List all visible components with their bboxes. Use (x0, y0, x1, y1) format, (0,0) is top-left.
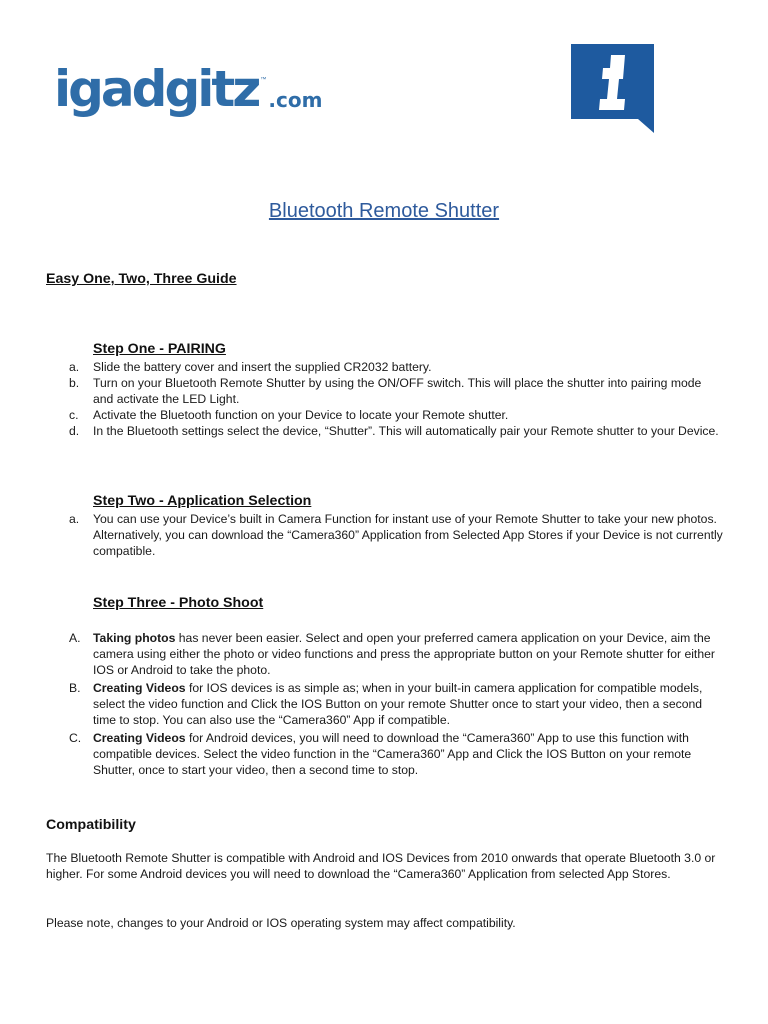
logo-wordmark: igadgitz (54, 60, 259, 118)
document-title: Bluetooth Remote Shutter (268, 200, 500, 223)
list-item: B. Creating Videos for IOS devices is as simple as; when in your built-in camera application for compatible models, select the video function and Click the IOS Button on your remote Shutter once to start your video, then a second time to stop. You can also use the “Camera360” App if compatible. (69, 681, 703, 727)
guide-heading: Easy One, Two, Three Guide (46, 271, 237, 287)
logo-trademark: ™ (260, 77, 267, 83)
list-item: a. You can use your Device’s built in Camera Function for instant use of your Remote Shutter to take your new photos. Alternatively, you can download the “Camera360” Application from Selected App Stores if your Device is not currently compatible. (69, 512, 723, 558)
step-one-list (69, 359, 723, 439)
list-item: c. Activate the Bluetooth function on your Device to locate your Remote shutter. (69, 408, 509, 422)
bookmark-i-logo-icon (570, 43, 656, 135)
logo-suffix: .com (268, 88, 323, 112)
step-two-list (69, 511, 723, 559)
step-one-heading: Step One - PAIRING (93, 341, 226, 357)
compatibility-paragraph: The Bluetooth Remote Shutter is compatible with Android and IOS Devices from 2010 onwards that operate Bluetooth 3.0 or higher. For some Android devices you will need to download the “Camera360” Application from selected App Stores. (46, 851, 716, 881)
list-item: b. Turn on your Bluetooth Remote Shutter by using the ON/OFF switch. This will place the shutter into pairing mode and activate the LED Light. (69, 376, 702, 406)
step-two-heading: Step Two - Application Selection (93, 493, 312, 509)
list-item: d. In the Bluetooth settings select the device, “Shutter”. This will automatically pair your Remote shutter to your Device. (69, 424, 719, 438)
list-item: a. Slide the battery cover and insert the supplied CR2032 battery. (69, 360, 432, 374)
igadgitz-logo (54, 60, 323, 118)
compatibility-note: Please note, changes to your Android or IOS operating system may affect compatibility. (46, 916, 516, 930)
compatibility-heading: Compatibility (46, 817, 136, 833)
step-three-list (69, 630, 723, 778)
list-item: C. Creating Videos for Android devices, you will need to download the “Camera360” App to use this function with compatible devices. Select the video function in the “Camera360” App and Click the IOS Button on your remote Shutter, once to start your video, then a second time to stop. (69, 731, 692, 777)
step-three-heading: Step Three - Photo Shoot (93, 595, 264, 611)
list-item: A. Taking photos has never been easier. Select and open your preferred camera application on your Device, aim the camera using either the photo or video functions and press the appropriate button on your Remote shutter for either IOS or Android to take the photo. (69, 631, 715, 677)
